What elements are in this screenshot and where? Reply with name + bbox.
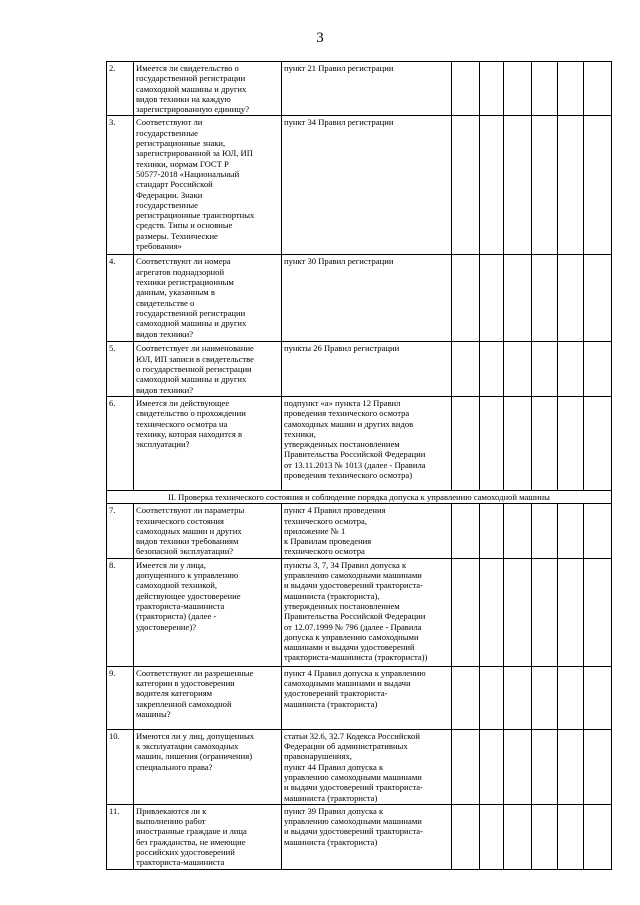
legal-reference: подпункт «а» пункта 12 Правил проведения технического осмотра самоходных машин и других видов техники, утвержденных постановлением Правительства Российской Федерации от 13.11.2013 № 1013 (далее - Правила проведения технического осмотра) (282, 396, 452, 490)
empty-cell (584, 116, 612, 255)
empty-cell (452, 558, 480, 666)
empty-cell (532, 342, 558, 396)
table-row (107, 666, 612, 729)
table-row (107, 804, 612, 869)
question-text: Соответствуют ли государственные регистрационные знаки, зарегистрированной за ЮЛ, ИП техники, нормам ГОСТ Р 50577-2018 «Национальный стандарт Российской Федерации. Знаки государственные регистрационные транспортных средств. Типы и основные размеры. Технические требования» (134, 116, 282, 255)
empty-cell (504, 504, 532, 558)
empty-cell (532, 116, 558, 255)
row-number: 11. (107, 804, 134, 869)
legal-reference: пункт 4 Правил проведения технического осмотра, приложение № 1 к Правилам проведения технического осмотра (282, 504, 452, 558)
empty-cell (584, 804, 612, 869)
empty-cell (558, 116, 584, 255)
table-row (107, 255, 612, 342)
empty-cell (504, 666, 532, 729)
empty-cell (452, 62, 480, 116)
empty-cell (452, 804, 480, 869)
empty-cell (532, 396, 558, 490)
empty-cell (504, 62, 532, 116)
empty-cell (584, 504, 612, 558)
empty-cell (584, 396, 612, 490)
empty-cell (452, 504, 480, 558)
empty-cell (452, 116, 480, 255)
table-body-part-a (107, 62, 612, 491)
empty-cell (452, 342, 480, 396)
empty-cell (532, 62, 558, 116)
empty-cell (480, 342, 504, 396)
empty-cell (504, 342, 532, 396)
question-text: Имеется ли свидетельство о государственной регистрации самоходной машины и других видов техники на каждую зарегистрированную единицу? (134, 62, 282, 116)
row-number: 4. (107, 255, 134, 342)
checklist-table (106, 61, 612, 870)
legal-reference: пункты 3, 7, 34 Правил допуска к управлению самоходными машинами и выдачи удостоверений тракториста- машиниста (тракториста), утвержденных постановлением Правительства Российской Федерации от 12.07.1999 № 796 (далее - Правила допуска к управлению самоходными машинами и выдачи удостоверений тракториста-машиниста (тракториста)) (282, 558, 452, 666)
table-row (107, 116, 612, 255)
question-text: Имеется ли у лица, допущенного к управлению самоходной техникой, действующее удостоверение тракториста-машиниста (тракториста) (далее - удостоверение)? (134, 558, 282, 666)
empty-cell (452, 396, 480, 490)
row-number: 7. (107, 504, 134, 558)
legal-reference: пункт 21 Правил регистрации (282, 62, 452, 116)
empty-cell (480, 62, 504, 116)
table-row (107, 342, 612, 396)
empty-cell (584, 558, 612, 666)
legal-reference: пункты 26 Правил регистрации (282, 342, 452, 396)
row-number: 9. (107, 666, 134, 729)
question-text: Соответствуют ли разрешенные категории в удостоверении водителя категориям закрепленной самоходной машины? (134, 666, 282, 729)
row-number: 8. (107, 558, 134, 666)
empty-cell (532, 804, 558, 869)
empty-cell (480, 396, 504, 490)
empty-cell (584, 666, 612, 729)
section-row (107, 490, 612, 503)
empty-cell (558, 729, 584, 804)
empty-cell (558, 342, 584, 396)
empty-cell (504, 558, 532, 666)
empty-cell (480, 504, 504, 558)
table-row (107, 62, 612, 116)
empty-cell (452, 255, 480, 342)
empty-cell (504, 255, 532, 342)
empty-cell (504, 396, 532, 490)
table-row (107, 396, 612, 490)
empty-cell (480, 666, 504, 729)
empty-cell (584, 729, 612, 804)
question-text: Привлекаются ли к выполнению работ иностранные граждане и лица без гражданства, не имеющие российских удостоверений тракториста-машиниста (134, 804, 282, 869)
row-number: 6. (107, 396, 134, 490)
empty-cell (480, 116, 504, 255)
legal-reference: статьи 32.6, 32.7 Кодекса Российской Федерации об административных правонарушениях, пункт 44 Правил допуска к управлению самоходными машинами и выдачи удостоверений тракториста- машиниста (тракториста) (282, 729, 452, 804)
empty-cell (558, 62, 584, 116)
empty-cell (584, 255, 612, 342)
page-number: 3 (316, 30, 324, 46)
row-number: 10. (107, 729, 134, 804)
empty-cell (504, 116, 532, 255)
table-row (107, 558, 612, 666)
legal-reference: пункт 30 Правил регистрации (282, 255, 452, 342)
empty-cell (452, 666, 480, 729)
legal-reference: пункт 4 Правил допуска к управлению самоходными машинами и выдачи удостоверений тракториста- машиниста (тракториста) (282, 666, 452, 729)
table-body-part-b (107, 504, 612, 869)
legal-reference: пункт 39 Правил допуска к управлению самоходными машинами и выдачи удостоверений тракториста- машиниста (тракториста) (282, 804, 452, 869)
empty-cell (532, 729, 558, 804)
empty-cell (558, 396, 584, 490)
empty-cell (584, 342, 612, 396)
empty-cell (584, 62, 612, 116)
empty-cell (504, 729, 532, 804)
legal-reference: пункт 34 Правил регистрации (282, 116, 452, 255)
table-row (107, 504, 612, 558)
empty-cell (532, 666, 558, 729)
question-text: Имеется ли действующее свидетельство о прохождении технического осмотра на технику, которая находится в эксплуатации? (134, 396, 282, 490)
empty-cell (558, 804, 584, 869)
question-text: Соответствует ли наименование ЮЛ, ИП записи в свидетельстве о государственной регистрации самоходной машины и других видов техники? (134, 342, 282, 396)
row-number: 5. (107, 342, 134, 396)
empty-cell (558, 666, 584, 729)
table-section-header (107, 490, 612, 503)
empty-cell (558, 558, 584, 666)
empty-cell (504, 804, 532, 869)
empty-cell (480, 804, 504, 869)
empty-cell (480, 729, 504, 804)
row-number: 2. (107, 62, 134, 116)
empty-cell (558, 504, 584, 558)
section-2-title: II. Проверка технического состояния и соблюдение порядка допуска к управлению самоходной машины (107, 490, 612, 503)
empty-cell (452, 729, 480, 804)
question-text: Имеются ли у лиц, допущенных к эксплуатации самоходных машин, лишения (ограничения) специального права? (134, 729, 282, 804)
table-row (107, 729, 612, 804)
row-number: 3. (107, 116, 134, 255)
question-text: Соответствуют ли параметры технического состояния самоходных машин и других видов техники требованиям безопасной эксплуатации? (134, 504, 282, 558)
empty-cell (558, 255, 584, 342)
empty-cell (480, 558, 504, 666)
question-text: Соответствуют ли номера агрегатов поднадзорной техники регистрационным данным, указанным в свидетельстве о государственной регистрации самоходной машины и других видов техники? (134, 255, 282, 342)
empty-cell (532, 504, 558, 558)
empty-cell (532, 558, 558, 666)
empty-cell (532, 255, 558, 342)
empty-cell (480, 255, 504, 342)
